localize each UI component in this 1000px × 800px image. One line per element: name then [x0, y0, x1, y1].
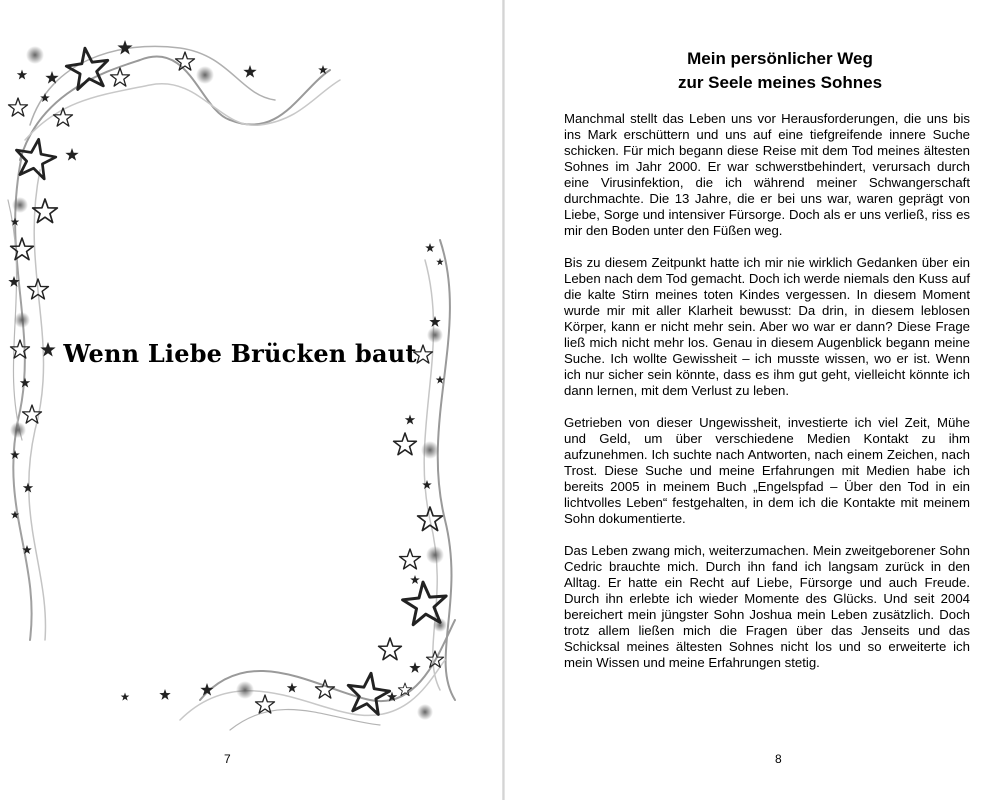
chapter-title-line-2: zur Seele meines Sohnes	[677, 73, 883, 92]
outline-stars	[8, 45, 448, 715]
book-title: Wenn Liebe Brücken baut	[63, 339, 417, 368]
paragraph: Manchmal stellt das Leben uns vor Herausforderungen, die uns bis ins Mark erschüttern und uns auf eine tiefgreifende innere Suche schicken. Für mich begann diese Reise mit dem Tod meines ältesten Sohnes im Jahr 2000. Er war schwerstbehindert, verursach durch eine Virusinfektion, die ich während meiner Schwangerschaft durchmachte. Die 13 Jahre, die er bei uns war, waren geprägt von Liebe, Sorge und intensiver Fürsorge. Doch als er uns verließ, riss es mir den Boden unter den Füßen weg.	[564, 111, 970, 238]
page-number-left: 7	[224, 752, 231, 766]
paragraph: Das Leben zwang mich, weiterzumachen. Mein zweitgeborener Sohn Cedric brauchte mich. Durch ihn fand ich langsam zurück in den Alltag. Er hatte ein Recht auf Liebe, Fürsorge und auch Freude. Durch ihn erlebte ich wieder Momente des Glücks. Und seit 2004 bereichert mein jüngster Sohn Joshua mein Leben zusätzlich. Doch trotz allem ließen mich die Fragen über das Jenseits und das Schicksal meines ältesten Sohnes nicht los und so erweiterte ich mein Wissen und meine Erfahrungen stetig.	[564, 543, 970, 670]
glow-spots	[10, 46, 447, 720]
chapter-body	[564, 111, 970, 687]
ribbon-lines	[8, 46, 455, 730]
solid-stars	[8, 40, 444, 701]
paragraph: Getrieben von dieser Ungewissheit, investierte ich viel Zeit, Mühe und Geld, um über verschiedene Medien Kontakt zu ihm aufzunehmen. Ich suchte nach Antworten, nach einem Zeichen, nach Trost. Diese Suche und meine Erfahrungen mit Medien habe ich bereits 2005 in meinem Buch „Engelspfad – Über den Tod in ein lichtvolles Leben“ festgehalten, in dem ich die Kontakte mit meinem Sohn dokumentierte.	[564, 415, 970, 526]
chapter-title-line-1: Mein persönlicher Weg	[687, 49, 873, 68]
page-number-right: 8	[775, 752, 782, 766]
paragraph: Bis zu diesem Zeitpunkt hatte ich mir nie wirklich Gedanken über ein Leben nach dem Tod gemacht. Doch ich werde niemals den Kuss auf die kalte Stirn meines toten Kindes vergessen. In diesem Moment wurde mir mit aller Klarheit bewusst: Da drin, in diesem leblosen Körper, kann er nicht mehr sein. Aber wo war er dann? Diese Frage ließ mich nicht mehr los. Genau in diesem Augenblick begann meine Suche. Ich wollte Gewissheit – ich musste wissen, wo er ist. Wenn ich nur sicher sein könnte, dass es ihm gut geht, vielleicht könnte ich dann lernen, mit dem Verlust zu leben.	[564, 255, 970, 398]
chapter-title	[610, 47, 950, 95]
